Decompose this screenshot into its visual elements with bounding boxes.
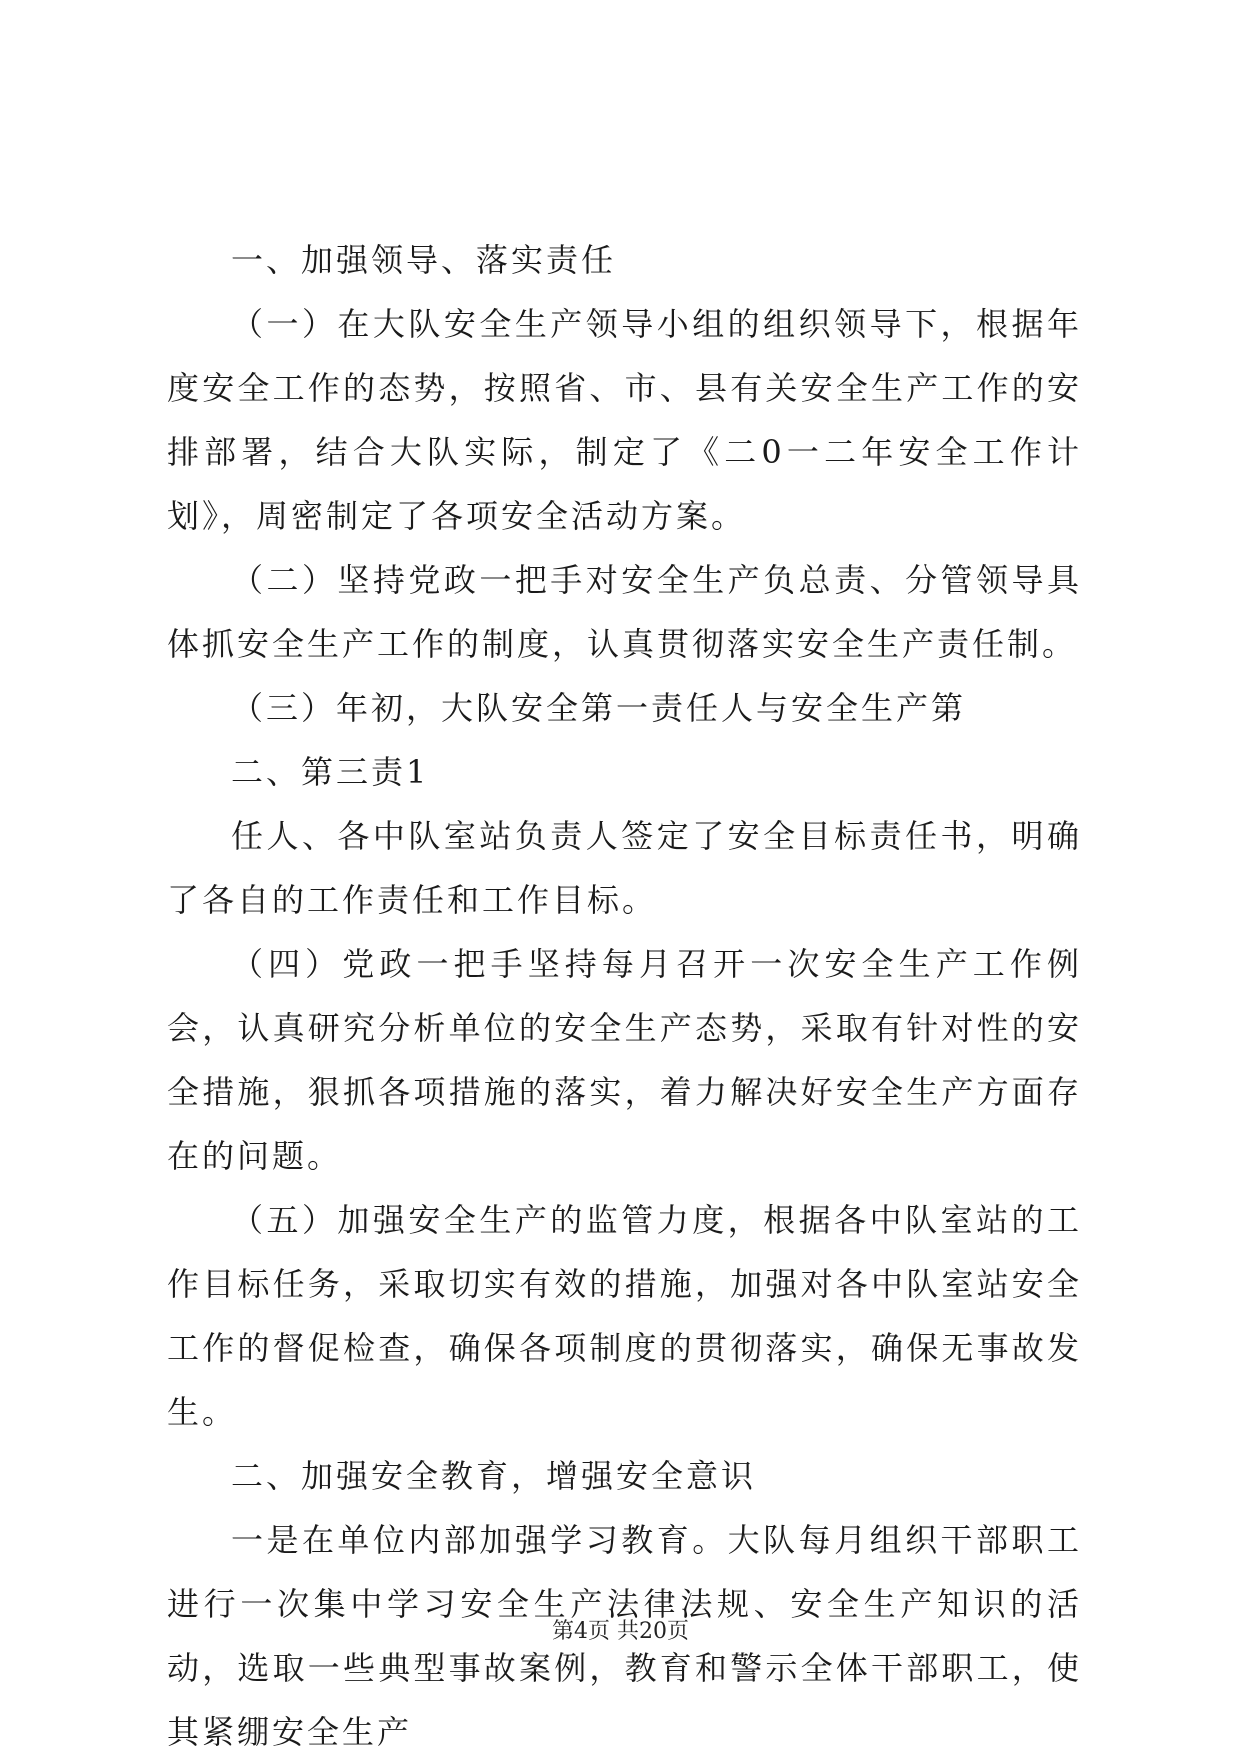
section-heading-1: 一、加强领导、落实责任 <box>231 241 617 279</box>
document-body <box>167 228 1082 1764</box>
paragraph-6: （四）党政一把手坚持每月召开一次安全生产工作例会，认真研究分析单位的安全生产态势，采取有针对性的安全措施，狠抓各项措施的落实，着力解决好安全生产方面存在的问题。 <box>167 945 1082 1175</box>
page-number: 第4页 共20页 <box>552 1619 689 1644</box>
paragraph-3: （三）年初，大队安全第一责任人与安全生产第 <box>231 689 967 727</box>
paragraph-8: 一是在单位内部加强学习教育。大队每月组织干部职工进行一次集中学习安全生产法律法规、安全生产知识的活动，选取一些典型事故案例，教育和警示全体干部职工，使其紧绷安全生产 <box>167 1521 1082 1751</box>
section-heading-2: 二、加强安全教育，增强安全意识 <box>231 1457 757 1495</box>
paragraph-1: （一）在大队安全生产领导小组的组织领导下，根据年度安全工作的态势，按照省、市、县有关安全生产工作的安排部署，结合大队实际，制定了《二0一二年安全工作计划》，周密制定了各项安全活动方案。 <box>167 305 1082 535</box>
paragraph-2: （二）坚持党政一把手对安全生产负总责、分管领导具体抓安全生产工作的制度，认真贯彻落实安全生产责任制。 <box>167 561 1082 663</box>
paragraph-7: （五）加强安全生产的监管力度，根据各中队室站的工作目标任务，采取切实有效的措施，加强对各中队室站安全工作的督促检查，确保各项制度的贯彻落实，确保无事故发生。 <box>167 1201 1082 1431</box>
page-footer <box>0 1617 1241 1647</box>
paragraph-4: 二、第三责1 <box>231 753 430 791</box>
paragraph-5: 任人、各中队室站负责人签定了安全目标责任书，明确了各自的工作责任和工作目标。 <box>167 817 1082 919</box>
